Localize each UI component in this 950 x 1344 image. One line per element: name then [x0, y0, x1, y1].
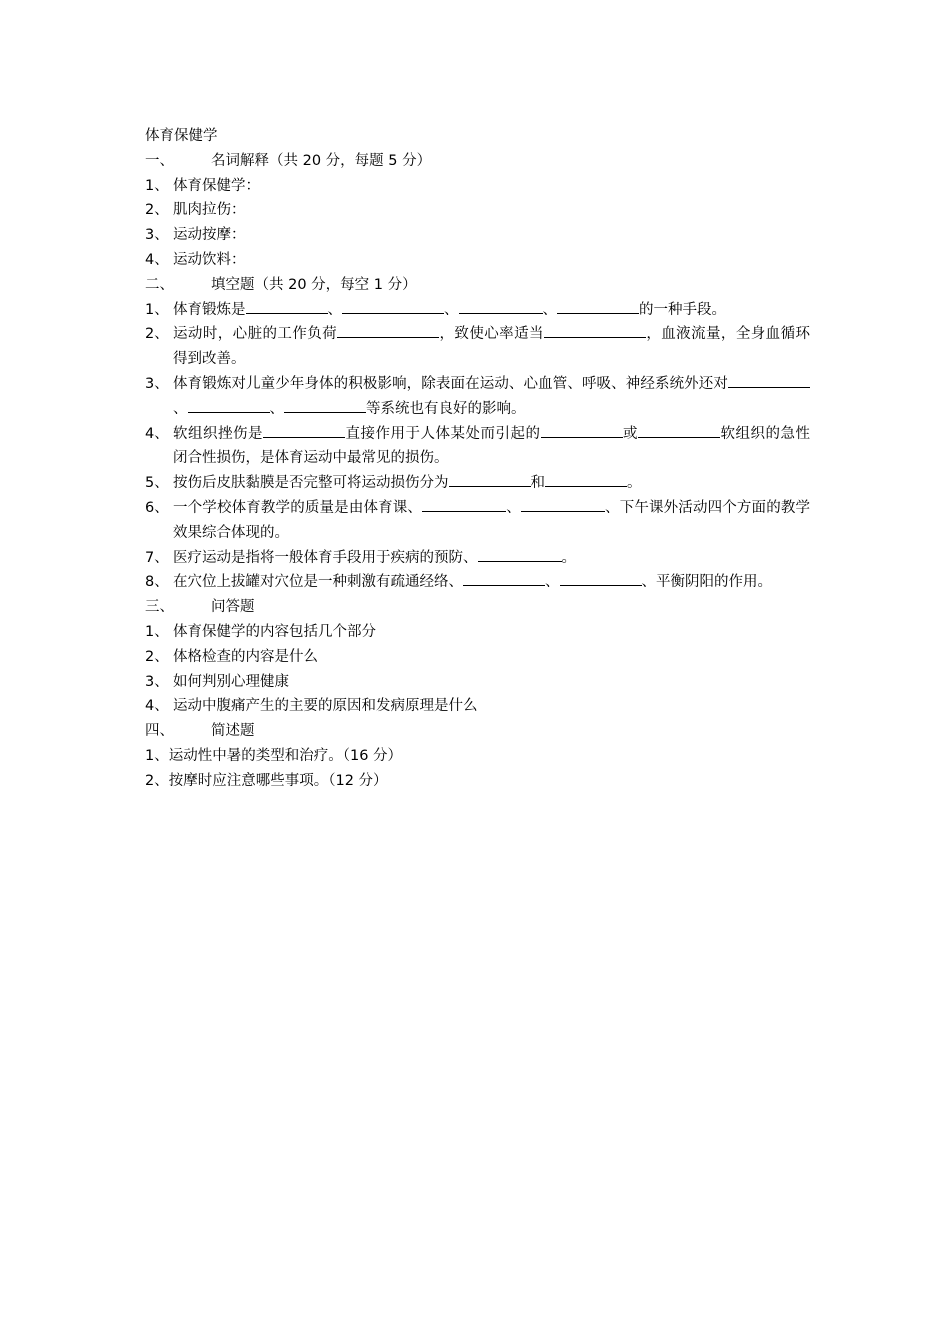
section-title: 简述题 [211, 723, 255, 740]
list-item [145, 570, 810, 595]
fill-blank[interactable] [337, 323, 439, 338]
list-item [145, 198, 810, 223]
list-item [145, 546, 810, 571]
item-text: 体育锻炼对儿童少年身体的积极影响，除表面在运动、心血管、呼吸、神经系统外还对、 、 等系统也有良好的影响。 [173, 372, 810, 422]
item-text: 运动中腹痛产生的主要的原因和发病原理是什么 [173, 698, 478, 715]
section-heading [145, 719, 810, 744]
exam-paper [145, 124, 810, 794]
item-text: 运动时，心脏的工作负荷 ，致使心率适当 ，血液流量，全身血循环得到改善。 [173, 322, 810, 372]
item-text: 运动按摩： [173, 227, 246, 244]
section-number: 四、 [145, 723, 174, 740]
fill-blank[interactable] [463, 571, 545, 586]
item-text: 运动性中暑的类型和治疗。（16 分） [168, 747, 403, 764]
section-number: 二、 [145, 276, 174, 293]
item-text: 体育保健学： [173, 177, 260, 194]
list-item [145, 769, 810, 794]
fill-blank[interactable] [521, 497, 605, 512]
item-number: 1、 [145, 747, 169, 764]
item-number: 4、 [145, 251, 169, 268]
fill-blank[interactable] [728, 373, 810, 388]
list-item [145, 372, 810, 422]
item-text: 医疗运动是指将一般体育手段用于疾病的预防、 。 [173, 546, 810, 571]
item-number: 1、 [145, 301, 169, 318]
section-title: 填空题（共 20 分，每空 1 分） [211, 276, 417, 293]
fill-blank[interactable] [560, 571, 642, 586]
section-number: 三、 [145, 599, 174, 616]
list-item [145, 645, 810, 670]
item-text: 在穴位上拔罐对穴位是一种刺激有疏通经络、 、 、平衡阴阳的作用。 [173, 570, 810, 595]
item-text: 一个学校体育教学的质量是由体育课、 、 、下午课外活动四个方面的教学效果综合体现的。 [173, 496, 810, 546]
item-number: 3、 [145, 375, 169, 392]
fill-blank[interactable] [284, 398, 366, 413]
section-heading [145, 149, 810, 174]
section-title: 名词解释（共 20 分，每题 5 分） [211, 152, 432, 169]
page-title: 体育保健学 [145, 128, 218, 144]
item-text: 体育锻炼是 、 、 、 的一种手段。 [173, 298, 810, 323]
fill-blank[interactable] [449, 472, 531, 487]
item-text: 软组织挫伤是 直接作用于人体某处而引起的 或 软组织的急性闭合性损伤，是体育运动中最常见的损伤。 [173, 422, 810, 472]
item-number: 1、 [145, 177, 169, 194]
item-number: 5、 [145, 475, 169, 492]
item-text: 按伤后皮肤黏膜是否完整可将运动损伤分为 和 。 [173, 471, 810, 496]
section-title: 问答题 [211, 599, 255, 616]
fill-blank[interactable] [342, 299, 444, 314]
item-number: 2、 [145, 648, 169, 665]
list-item [145, 496, 810, 546]
list-item [145, 670, 810, 695]
item-text: 肌肉拉伤： [173, 202, 246, 219]
item-number: 4、 [145, 698, 169, 715]
item-text: 如何判别心理健康 [173, 673, 289, 690]
item-number: 8、 [145, 574, 169, 591]
fill-blank[interactable] [557, 299, 639, 314]
fill-blank[interactable] [246, 299, 328, 314]
list-item [145, 322, 810, 372]
item-number: 7、 [145, 549, 169, 566]
list-item [145, 694, 810, 719]
item-number: 3、 [145, 227, 169, 244]
item-text: 体育保健学的内容包括几个部分 [173, 623, 376, 640]
fill-blank[interactable] [541, 423, 623, 438]
list-item [145, 223, 810, 248]
list-item [145, 471, 810, 496]
section-number: 一、 [145, 152, 174, 169]
list-item [145, 744, 810, 769]
list-item [145, 174, 810, 199]
list-item [145, 422, 810, 472]
item-number: 2、 [145, 202, 169, 219]
item-number: 6、 [145, 499, 169, 516]
item-text: 按摩时应注意哪些事项。（12 分） [168, 772, 388, 789]
fill-blank[interactable] [459, 299, 543, 314]
fill-blank[interactable] [638, 423, 720, 438]
item-number: 2、 [145, 326, 169, 343]
list-item [145, 298, 810, 323]
fill-blank[interactable] [478, 547, 562, 562]
item-number: 1、 [145, 623, 169, 640]
item-number: 2、 [145, 772, 169, 789]
list-item [145, 248, 810, 273]
section-heading [145, 595, 810, 620]
item-text: 体格检查的内容是什么 [173, 648, 318, 665]
fill-blank[interactable] [422, 497, 506, 512]
list-item [145, 620, 810, 645]
fill-blank[interactable] [188, 398, 270, 413]
section-heading [145, 273, 810, 298]
fill-blank[interactable] [263, 423, 345, 438]
item-text: 运动饮料： [173, 251, 246, 268]
fill-blank[interactable] [545, 472, 627, 487]
item-number: 4、 [145, 425, 169, 442]
item-number: 3、 [145, 673, 169, 690]
fill-blank[interactable] [544, 323, 646, 338]
